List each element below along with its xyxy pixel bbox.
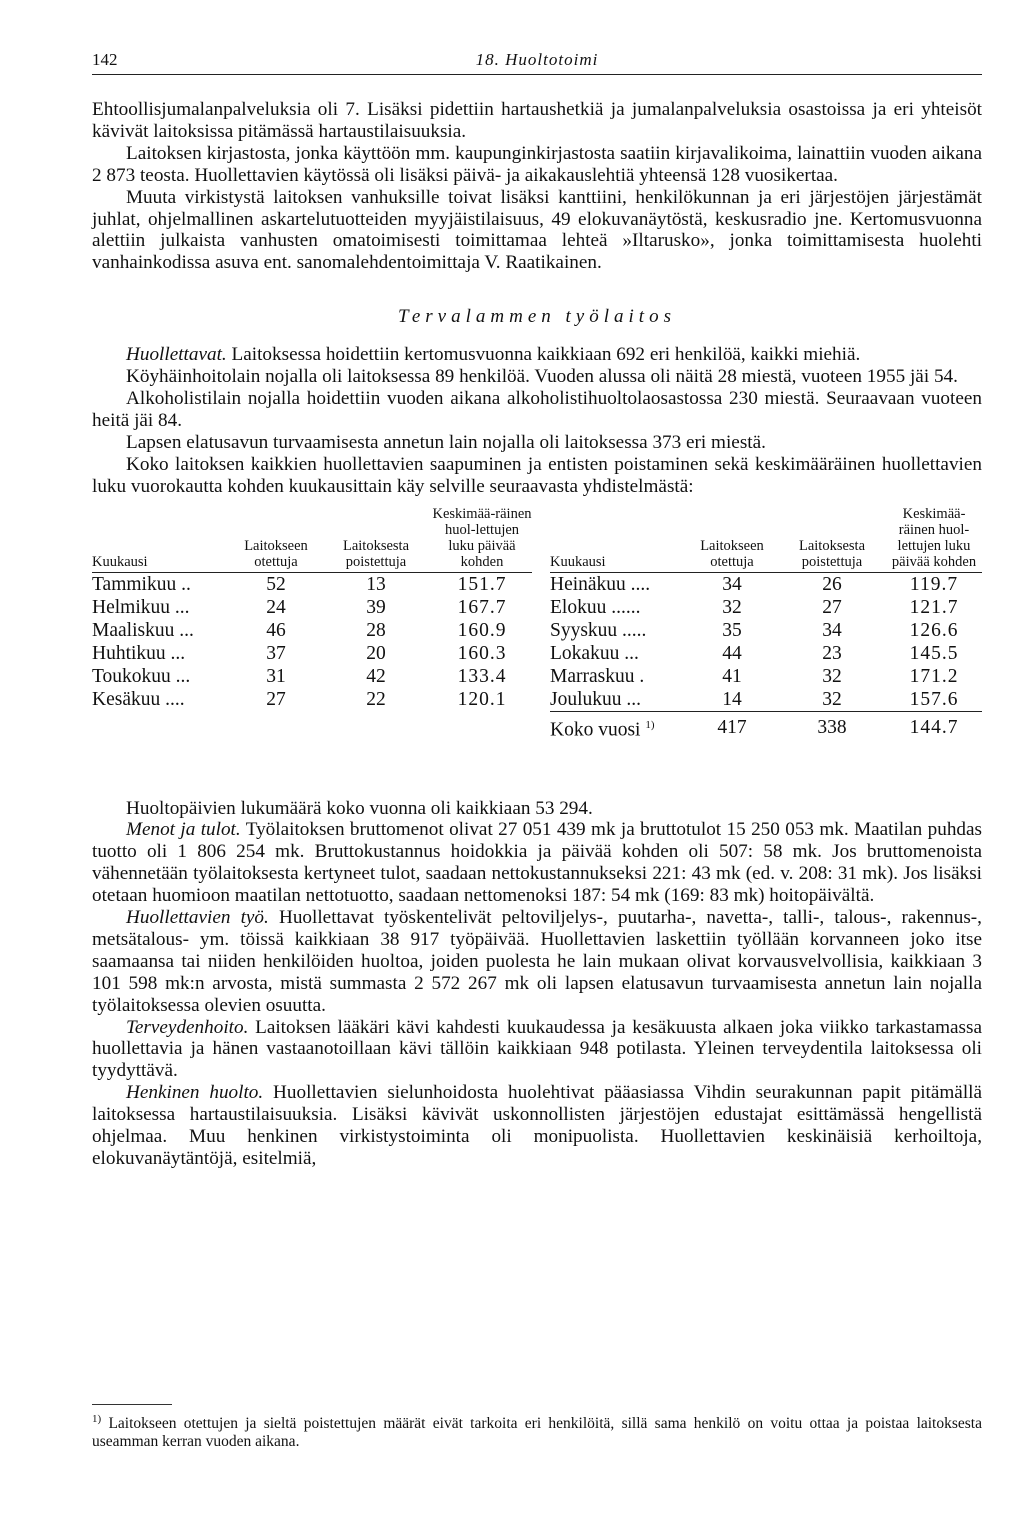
month-cell: Helmikuu ...: [92, 596, 190, 618]
removed-cell: 32: [822, 688, 842, 710]
month-cell: Toukokuu ...: [92, 665, 191, 687]
table-row: [550, 619, 982, 642]
removed-cell: 20: [366, 642, 386, 664]
subheading: Huollettavien työ.: [126, 907, 269, 929]
table-body: [92, 572, 532, 711]
table-second-half: [550, 506, 982, 742]
paragraph-terveys: [92, 1017, 982, 1083]
chapter-title: 18. Huoltotoimi: [475, 50, 599, 69]
admitted-cell: 14: [722, 688, 742, 710]
paragraph-huollettavat: [92, 344, 982, 366]
month-cell: Marraskuu .: [550, 665, 645, 687]
table-row: [92, 665, 532, 688]
paragraph-text: Laitoksessa hoidettiin kertomusvuonna kaikkiaan 692 eri henkilöä, kaikki miehiä.: [226, 344, 861, 366]
column-header: Keskimää-räinen huol-lettujen luku päivää kohden: [432, 506, 532, 573]
removed-cell: 32: [822, 665, 842, 687]
table-row: [550, 572, 982, 596]
footnote-rule: [92, 1404, 172, 1405]
table-row: [92, 688, 532, 711]
footnote: [92, 1410, 982, 1451]
admitted-cell: 34: [722, 573, 742, 595]
removed-cell: 39: [366, 596, 386, 618]
removed-cell: 27: [822, 596, 842, 618]
admitted-cell: 24: [266, 596, 286, 618]
removed-cell: 13: [366, 573, 386, 595]
removed-cell: 42: [366, 665, 386, 687]
paragraph: Koko laitoksen kaikkien huollettavien saapuminen ja entisten poistaminen sekä keskimääräinen huollettavien luku vuorokautta kohden kuukausittain käy selville seuraavasta yhdistelmästä:: [92, 453, 982, 497]
paragraph-text: Työlaitoksen bruttomenot olivat 27 051 439 mk ja bruttotulot 15 250 053 mk. Maatilan puhdas tuotto oli 1 806 254 mk. Bruttokustannus hoidokkia ja päivää kohden oli 507: 58 mk. Jos bruttomenoista vähennetään työlaitoksesta kertyneet tulot, saadaan nettokustannukseksi 221: 43 mk (ed. v. 208: 31 mk). Jos lisäksi otetaan huomioon maatilan nettotuotto, saadaan nettomenoksi 187: 54 mk (169: 83 mk) hoitopäivältä.: [92, 819, 983, 907]
month-cell: Heinäkuu ....: [550, 573, 651, 595]
average-cell: 167.7: [457, 596, 507, 618]
subheading: Menot ja tulot.: [126, 819, 241, 841]
month-cell: Joulukuu ...: [550, 688, 642, 710]
column-header: Kuukausi: [550, 506, 686, 573]
table-row: [92, 596, 532, 619]
column-header: Keskimää-räinen huol-lettujen luku päivää kohden: [886, 506, 982, 573]
month-cell: Huhtikuu ...: [92, 642, 186, 664]
average-cell: 160.9: [457, 619, 507, 641]
footnote-text: Laitokseen otettujen ja sieltä poistettujen määrät eivät tarkoita eri henkilöitä, sillä sama henkilö on voitu ottaa ja poistaa laitoksesta useamman kerran vuoden aikana.: [92, 1415, 982, 1451]
total-average: 144.7: [886, 711, 982, 741]
footnote-mark: 1): [645, 718, 655, 731]
removed-cell: 26: [822, 573, 842, 595]
month-cell: Kesäkuu ....: [92, 688, 185, 710]
month-cell: Elokuu ......: [550, 596, 641, 618]
average-cell: 151.7: [457, 573, 507, 595]
average-cell: 133.4: [457, 665, 507, 687]
section-title: Tervalammen työlaitos: [398, 306, 676, 328]
column-header: Laitokseen otettuja: [686, 506, 778, 573]
total-label: Koko vuosi $^{1)}$: [550, 711, 686, 741]
subheading: Huollettavat.: [126, 344, 227, 366]
admitted-cell: 32: [722, 596, 742, 618]
table-first-half: [92, 506, 532, 711]
paragraph: Lapsen elatusavun turvaamisesta annetun lain nojalla oli laitoksessa 373 eri miestä.: [126, 431, 766, 453]
admitted-cell: 52: [266, 573, 286, 595]
admitted-cell: 31: [266, 665, 286, 687]
admitted-cell: 35: [722, 619, 742, 641]
table-row: [550, 688, 982, 712]
total-removed: 338: [778, 711, 886, 741]
paragraph-henkinen: [92, 1082, 982, 1170]
paragraph-tyo: [92, 907, 982, 1017]
page-header: [92, 50, 982, 76]
table-row: [92, 572, 532, 596]
column-header: Laitoksesta poistettuja: [778, 506, 886, 573]
admitted-cell: 41: [722, 665, 742, 687]
paragraph-text: Huollettavien sielunhoidosta huolehtivat pääasiassa Vihdin seurakunnan papit pitämällä laitoksessa hartaustilaisuuksia. Lisäksi kävivät uskonnollisten järjestöjen edustajat esittämässä hengellistä ohjelmaa. Muu henkinen virkistystoiminta oli monipuolista. Huollettavien keskinäisiä kerhoiltoja, elokuvanäytäntöjä, esitelmiä,: [92, 1082, 982, 1169]
table-row: [550, 642, 982, 665]
removed-cell: 34: [822, 619, 842, 641]
admitted-cell: 27: [266, 688, 286, 710]
paragraph: Muuta virkistystä laitoksen vanhuksille toivat lisäksi kanttiini, henkilökunnan ja eri järjestöjen järjestämät juhlat, ohjelmallinen askartelutuotteiden myyjäistilaisuus, 49 elokuvanäytöstä, keskusradio jne. Kertomusvuonna alettiin julkaista vanhusten omatoimisesti toimittamaa lehteä »Iltarusko», jonka toimittamisesta huolehti vanhainkodissa asuva ent. sanomalehdentoimittaja V. Raatikainen.: [92, 186, 982, 274]
month-cell: Lokakuu ...: [550, 642, 639, 664]
month-cell: Maaliskuu ...: [92, 619, 194, 641]
paragraph: Huoltopäivien lukumäärä koko vuonna oli kaikkiaan 53 294.: [126, 797, 593, 819]
paragraph: Köyhäinhoitolain nojalla oli laitoksessa 89 henkilöä. Vuoden alussa oli näitä 28 miestä, vuoteen 1955 jäi 54.: [126, 366, 958, 388]
removed-cell: 22: [366, 688, 386, 710]
footnote-mark: 1): [92, 1413, 102, 1425]
table-body: [550, 572, 982, 711]
page-number: 142: [92, 50, 118, 69]
average-cell: 160.3: [457, 642, 507, 664]
average-cell: 145.5: [909, 642, 959, 664]
average-cell: 157.6: [909, 688, 959, 710]
paragraph: Laitoksen kirjastosta, jonka käyttöön mm. kaupunginkirjastosta saatiin kirjavalikoima, lainattiin vuoden aikana 2 873 teosta. Huollettavien käytössä oli lisäksi päivä- ja aikakauslehtiä yhteensä 128 vuosikertaa.: [92, 142, 982, 186]
paragraph-text: Huollettavat työskentelivät peltoviljelys-, puutarha-, navetta-, talli-, talous-, rakennus-, metsätalous- ym. töissä kaikkiaan 38 917 työpäivää. Huollettavien laskettiin työllään korvanneen joko itse saamaansa tai niiden henkilöiden huoltoa, joiden puolesta he lain mukaan olivat korvausvelvollisia, kaikkiaan 3 101 598 mk:n arvosta, mistä summasta 2 572 267 mk oli lapsen elatusavun turvaamisesta annetun lain nojalla työlaitoksessa olevien osuutta.: [92, 907, 982, 1016]
table-total-row: [550, 711, 982, 741]
column-header: Kuukausi: [92, 506, 232, 573]
paragraph-text: Laitoksen lääkäri kävi kahdesti kuukaudessa ja kesäkuusta alkaen joka viikko tarkastamassa huollettavia ja hänen vastaanotoillaan kävi tällöin kaikkiaan 948 potilasta. Yleinen terveydentila laitoksessa oli tyydyttävä.: [92, 1016, 982, 1082]
paragraph: Alkoholistilain nojalla hoidettiin vuoden aikana alkoholistihuoltolaosastossa 230 miestä. Seuraavaan vuoteen heitä jäi 84.: [92, 387, 982, 431]
monthly-statistics: [92, 506, 982, 788]
average-cell: 126.6: [909, 619, 959, 641]
average-cell: 120.1: [457, 688, 507, 710]
paragraph: Ehtoollisjumalanpalveluksia oli 7. Lisäksi pidettiin hartaushetkiä ja jumalanpalveluksia osastoissa ja eri yhteisöt kävivät laitoksissa pitämässä hartaustilaisuuksia.: [92, 99, 982, 142]
table-row: [92, 642, 532, 665]
total-admitted: 417: [686, 711, 778, 741]
average-cell: 119.7: [909, 573, 959, 595]
month-cell: Syyskuu .....: [550, 619, 647, 641]
month-cell: Tammikuu ..: [92, 573, 191, 595]
table-row: [550, 665, 982, 688]
admitted-cell: 44: [722, 642, 742, 664]
removed-cell: 23: [822, 642, 842, 664]
table-row: [92, 619, 532, 642]
main-text: [92, 99, 982, 1170]
subheading: Terveydenhoito.: [126, 1016, 249, 1038]
paragraph-menot: [92, 819, 982, 907]
table-row: [550, 596, 982, 619]
admitted-cell: 37: [266, 642, 286, 664]
column-header: Laitokseen otettuja: [232, 506, 320, 573]
average-cell: 171.2: [909, 665, 959, 687]
header-rule: [92, 74, 982, 75]
subheading: Henkinen huolto.: [126, 1082, 264, 1104]
average-cell: 121.7: [909, 596, 959, 618]
column-header: Laitoksesta poistettuja: [320, 506, 432, 573]
removed-cell: 28: [366, 619, 386, 641]
admitted-cell: 46: [266, 619, 286, 641]
